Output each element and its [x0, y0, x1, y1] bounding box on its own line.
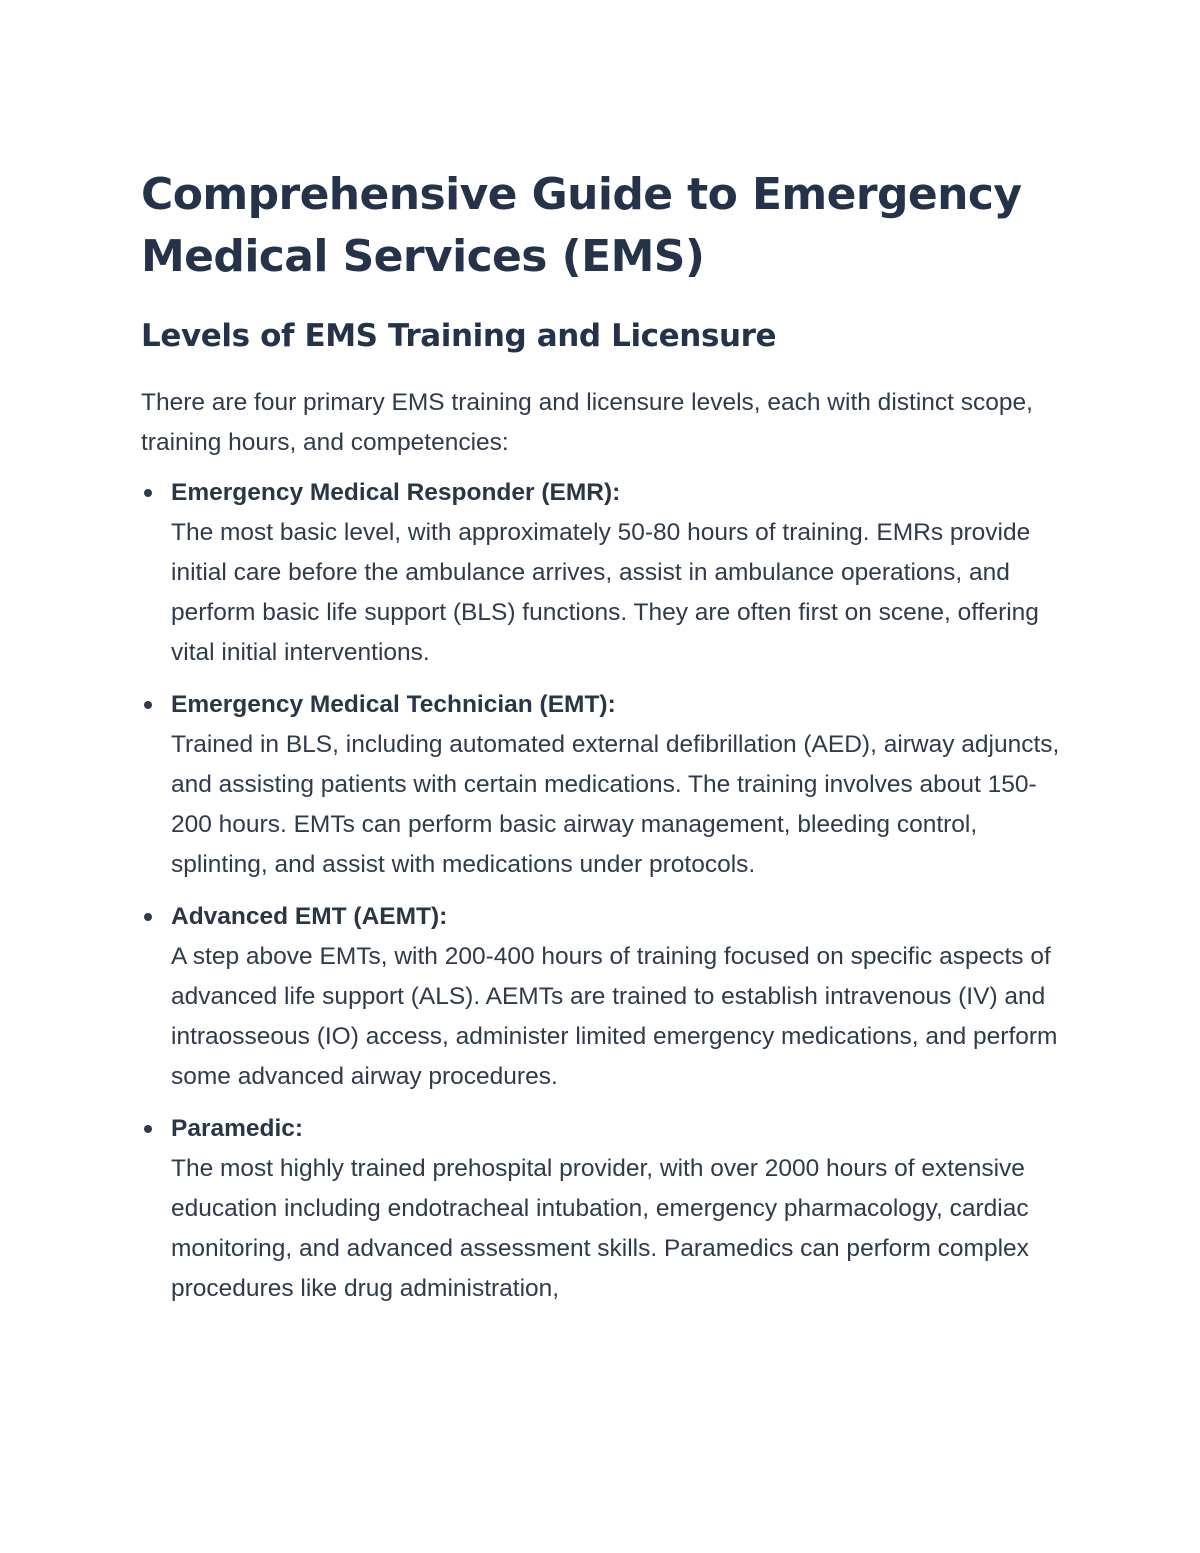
- bullet-icon: [144, 1125, 152, 1133]
- document-title: Comprehensive Guide to Emergency Medical Services (EMS): [141, 169, 1022, 282]
- list-item-description: The most basic level, with approximately 50-80 hours of training. EMRs provide initial care before the ambulance arrives, assist in ambulance operations, and perform basic life support (BLS) functions. They are often first on scene, offering vital initial interventions.: [171, 519, 1039, 666]
- intro-paragraph: There are four primary EMS training and licensure levels, each with distinct scope, training hours, and competencies:: [141, 389, 1033, 456]
- list-item-title: Paramedic:: [171, 1115, 304, 1142]
- list-item-aemt: [141, 897, 1061, 1097]
- list-item-description: A step above EMTs, with 200-400 hours of training focused on specific aspects of advanced life support (ALS). AEMTs are trained to establish intravenous (IV) and intraosseous (IO) access, administer limited emergency medications, and perform some advanced airway procedures.: [171, 943, 1058, 1090]
- bullet-icon: [144, 489, 152, 497]
- list-item-emr: [141, 473, 1061, 673]
- list-item-title: Emergency Medical Responder (EMR):: [171, 479, 621, 506]
- list-item-description: Trained in BLS, including automated external defibrillation (AED), airway adjuncts, and assisting patients with certain medications. The training involves about 150-200 hours. EMTs can perform basic airway management, bleeding control, splinting, and assist with medications under protocols.: [171, 731, 1060, 878]
- list-item-title: Advanced EMT (AEMT):: [171, 903, 448, 930]
- ems-levels-list: [141, 473, 1061, 1309]
- list-item-title: Emergency Medical Technician (EMT):: [171, 691, 616, 718]
- document-page: [141, 164, 1061, 1321]
- bullet-icon: [144, 913, 152, 921]
- section-heading: Levels of EMS Training and Licensure: [141, 318, 777, 354]
- list-item-description: The most highly trained prehospital provider, with over 2000 hours of extensive education including endotracheal intubation, emergency pharmacology, cardiac monitoring, and advanced assessment skills. Paramedics can perform complex procedures like drug administration,: [171, 1155, 1029, 1302]
- list-item-paramedic: [141, 1109, 1061, 1309]
- list-item-emt: [141, 685, 1061, 885]
- bullet-icon: [144, 701, 152, 709]
